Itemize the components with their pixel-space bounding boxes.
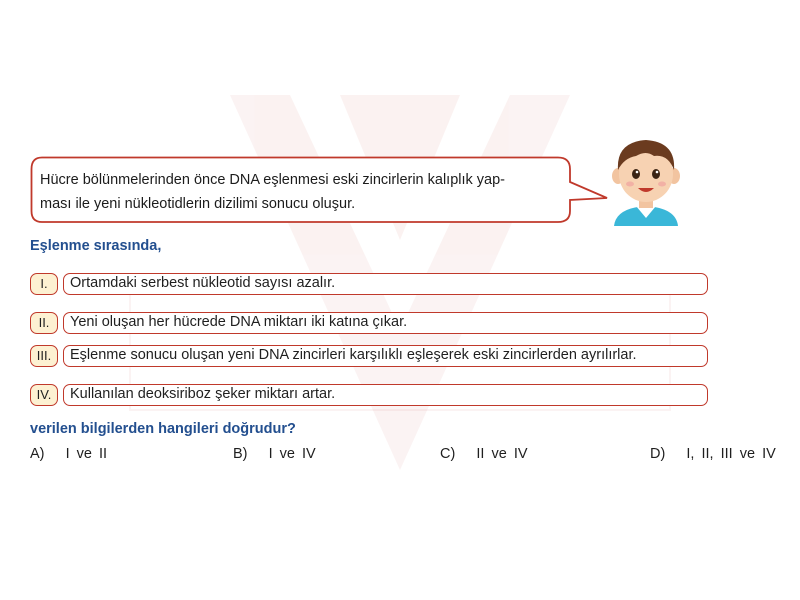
option-letter: A) — [30, 446, 45, 462]
option-letter: B) — [233, 446, 248, 462]
statement-text: Eşlenme sonucu oluşan yeni DNA zincirleri karşılıklı eşleşerek eski zincirlerden ayrılırlar. — [63, 345, 708, 367]
statement-number: I. — [30, 273, 58, 295]
bubble-line-2: ması ile yeni nükleotidlerin dizilimi sonucu oluşur. — [40, 196, 356, 212]
option-d[interactable] — [650, 446, 776, 462]
statement-text: Yeni oluşan her hücrede DNA miktarı iki katına çıkar. — [63, 312, 708, 334]
boy-avatar — [606, 136, 686, 226]
section-heading: Eşlenme sırasında, — [30, 238, 162, 254]
option-a[interactable] — [30, 446, 107, 462]
question-text: verilen bilgilerden hangileri doğrudur? — [30, 421, 296, 437]
speech-bubble-text — [40, 168, 560, 216]
bubble-line-1: Hücre bölünmelerinden önce DNA eşlenmesi eski zincirlerin kalıplık yap- — [40, 172, 506, 188]
statement-text: Kullanılan deoksiriboz şeker miktarı artar. — [63, 384, 708, 406]
option-text: I ve IV — [268, 446, 316, 462]
speech-bubble — [30, 156, 610, 226]
option-c[interactable] — [440, 446, 528, 462]
option-letter: C) — [440, 446, 456, 462]
option-text: I ve II — [65, 446, 108, 462]
statement-number: III. — [30, 345, 58, 367]
statement-text: Ortamdaki serbest nükleotid sayısı azalır. — [63, 273, 708, 295]
statement-number: II. — [30, 312, 58, 334]
statement-number: IV. — [30, 384, 58, 406]
option-letter: D) — [650, 446, 666, 462]
option-text: II ve IV — [476, 446, 528, 462]
option-text: I, II, III ve IV — [686, 446, 776, 462]
option-b[interactable] — [233, 446, 316, 462]
